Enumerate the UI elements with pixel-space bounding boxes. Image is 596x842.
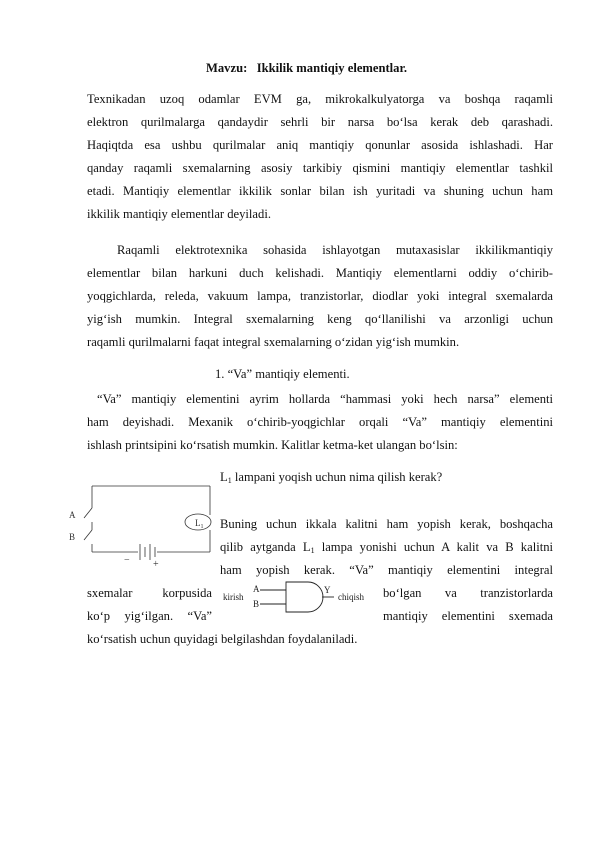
paragraph-line: qanday raqamli sxemalarning asosiy tarkibiy qismini mantiqiy elementlar tashkil — [87, 161, 553, 175]
gate-input-b-label: B — [253, 599, 260, 609]
text-segment: qilib aytganda L — [220, 540, 311, 554]
battery-plus-label: + — [153, 559, 159, 570]
paragraph-line: sxemalar korpusida — [87, 586, 212, 600]
paragraph-line: Raqamli elektrotexnika sohasida ishlayotgan mutaxasislar ikkilikmantiqiy — [117, 243, 553, 257]
paragraph-line: yig‘ish mumkin. Integral sxemalarning keng qo‘llanilishi va arzonligi uchun — [87, 312, 553, 326]
paragraph-line: mantiqiy elementini sxemada — [383, 609, 553, 623]
paragraph-line: raqamli qurilmalarni faqat integral sxemalarning o‘zidan yig‘ish mumkin. — [87, 335, 460, 349]
gate-input-label: kirish — [223, 592, 244, 602]
question-subscript: 1 — [227, 476, 232, 485]
question-prefix: L — [220, 470, 228, 484]
series-switch-circuit-diagram — [60, 478, 220, 570]
paragraph-line: etadi. Mantiqiy elementlar ikkilik sonlar bilan ish yuritadi va shuning uchun ham — [87, 184, 553, 198]
paragraph-line: yoqgichlarda, releda, vakuum lampa, tranzistorlar, diodlar yoki integral sxemalarda — [87, 289, 553, 303]
paragraph-line: bo‘lgan va tranzistorlarda — [383, 586, 553, 600]
paragraph-line: “Va” mantiqiy elementini ayrim hollarda “hammasi yoki hech narsa” elementi — [97, 392, 553, 406]
paragraph-line: Buning uchun ikkala kalitni ham yopish kerak, boshqacha — [220, 517, 553, 531]
switch-a-label: A — [69, 510, 76, 520]
paragraph-line: ko‘rsatish uchun quyidagi belgilashdan foydalaniladi. — [87, 632, 358, 646]
paragraph-line: ikkilik mantiqiy elementlar deyiladi. — [87, 207, 271, 221]
lamp-subscript: 1 — [200, 524, 204, 530]
gate-output-label: chiqish — [338, 592, 364, 602]
section-heading: 1. “Va” mantiqiy elementi. — [215, 367, 350, 381]
subscript: 1 — [310, 546, 315, 555]
paragraph-line: elektron qurilmalarga qandaydir sehrli bir narsa bo‘lsa kerak deb qarashadi. — [87, 115, 553, 129]
paragraph-line: ishlash printsipini ko‘rsatish mumkin. Kalitlar ketma-ket ulangan bo‘lsin: — [87, 438, 458, 452]
paragraph-line: Haqiqtda esa ushbu qurilmalar aniq mantiqiy qonunlar asosida ishlashadi. Har — [87, 138, 553, 152]
title-prefix: Mavzu: — [206, 61, 248, 75]
lamp-label — [195, 518, 204, 530]
title-text: Ikkilik mantiqiy elementlar. — [256, 61, 408, 75]
paragraph-line: ham deyishadi. Mexanik o‘chirib-yoqgichlar orqali “Va” mantiqiy elementini — [87, 415, 553, 429]
paragraph-line: elementlar bilan harkuni duch kelishadi. Mantiqiy elementlarni oddiy o‘chirib- — [87, 266, 553, 280]
question-rest: lampani yoqish uchun nima qilish kerak? — [231, 470, 443, 484]
paragraph-line — [220, 539, 553, 559]
question-line — [220, 469, 442, 489]
lamp-letter: L — [195, 518, 201, 528]
paragraph-line: ham yopish kerak. “Va” mantiqiy elementini integral — [220, 563, 553, 577]
switch-b-label: B — [69, 532, 76, 542]
paragraph-line: ko‘p yig‘ilgan. “Va” — [87, 609, 212, 623]
battery-minus-label: − — [124, 555, 130, 566]
gate-output-y-label: Y — [324, 585, 331, 595]
paragraph-line: Texnikadan uzoq odamlar EVM ga, mikrokalkulyatorga va boshqa raqamli — [87, 92, 553, 106]
gate-input-a-label: A — [253, 584, 260, 594]
page-title — [206, 60, 407, 76]
and-gate-symbol — [220, 578, 380, 614]
text-segment: lampa yonishi uchun A kalit va B kalitni — [314, 540, 553, 554]
